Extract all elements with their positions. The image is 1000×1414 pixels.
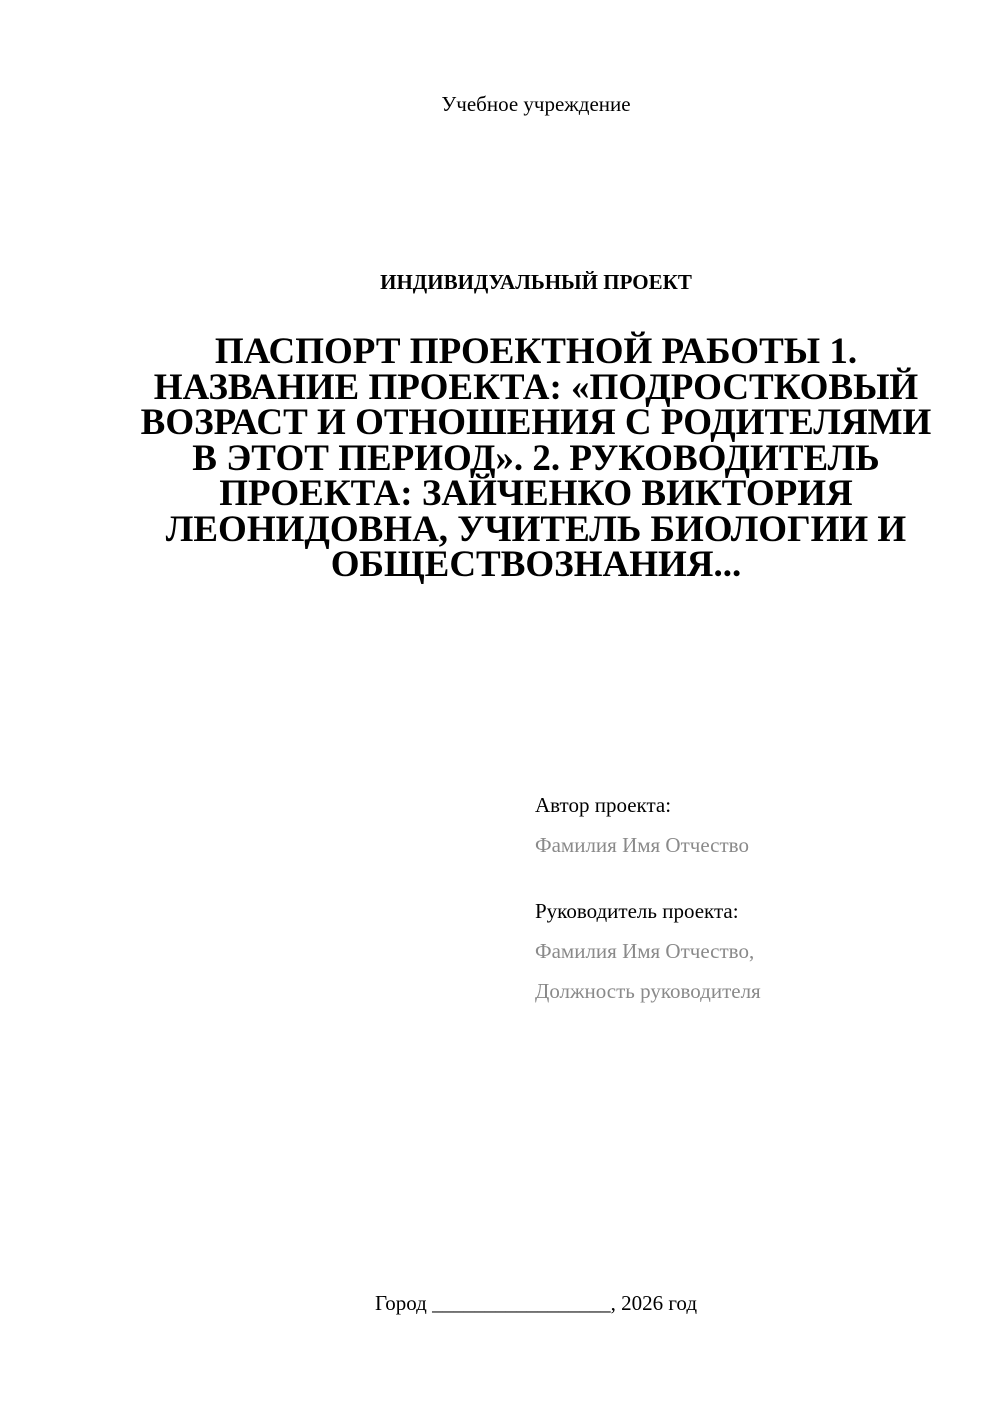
city-year-line: Город _________________, 2026 год — [374, 1291, 698, 1315]
supervisor-label: Руководитель проекта: — [535, 899, 739, 923]
supervisor-block — [535, 891, 975, 1011]
institution-name: Учебное учреждение — [441, 92, 631, 116]
author-name-placeholder: Фамилия Имя Отчество — [535, 833, 749, 857]
supervisor-position-placeholder: Должность руководителя — [535, 979, 761, 1003]
project-title: ПАСПОРТ ПРОЕКТНОЙ РАБОТЫ 1. НАЗВАНИЕ ПРОЕКТА: «ПОДРОСТКОВЫЙ ВОЗРАСТ И ОТНОШЕНИЯ С РОДИТЕЛЯМИ В ЭТОТ ПЕРИОД». 2. РУКОВОДИТЕЛЬ ПРОЕКТА: ЗАЙЧЕНКО ВИКТОРИЯ ЛЕОНИДОВНА, УЧИТЕЛЬ БИОЛОГИИ И ОБЩЕСТВОЗНАНИЯ... — [140, 331, 932, 585]
author-label: Автор проекта: — [535, 793, 672, 817]
author-block — [535, 785, 975, 865]
supervisor-name-placeholder: Фамилия Имя Отчество, — [535, 939, 755, 963]
document-type: ИНДИВИДУАЛЬНЫЙ ПРОЕКТ — [380, 270, 692, 294]
